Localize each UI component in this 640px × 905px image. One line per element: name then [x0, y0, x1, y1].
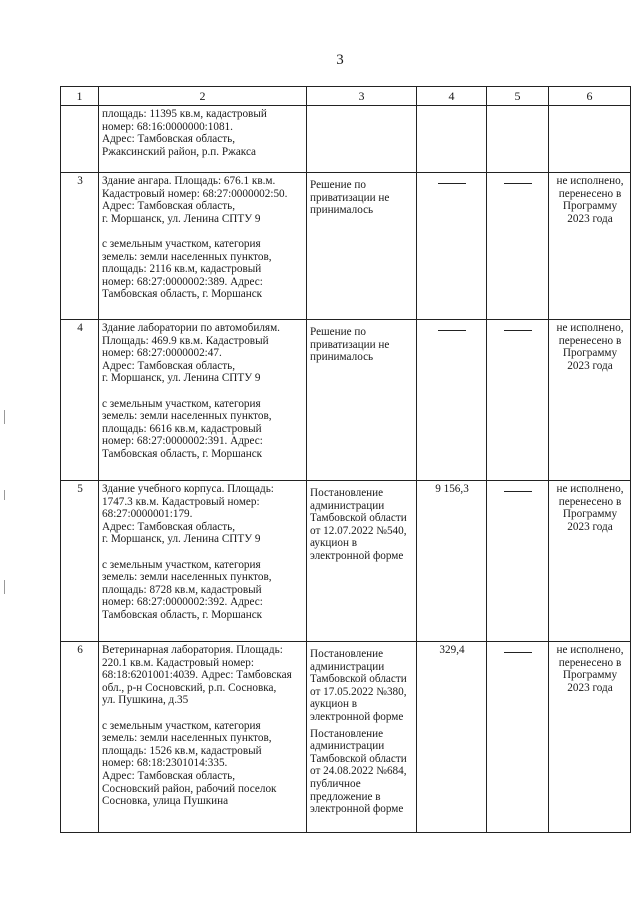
scan-mark [4, 410, 5, 424]
col5-cell [487, 320, 549, 481]
dash-mark [504, 652, 532, 653]
amount-cell [417, 320, 487, 481]
amount-cell [417, 173, 487, 320]
object-description: Здание учебного корпуса. Площадь: 1747.3 кв.м. Кадастровый номер: 68:27:0000001:179. Адрес: Тамбовская область, г. Моршанск, ул. Ленина СПТУ 9 с земельным участком, категория земель: земли населенных пунктов, площадь: 8728 кв.м, кадастровый номер: 68:27:0000002:392. Адрес: Тамбовская область, г. Моршанск [99, 481, 307, 642]
dash-mark [504, 491, 532, 492]
header-col-1: 1 [61, 87, 99, 106]
decision-cell: Решение по приватизации не принималось [307, 320, 417, 481]
dash-mark [504, 183, 532, 184]
continuation-row [61, 106, 631, 173]
status-cell: не исполнено, перенесено в Программу 2023 года [549, 642, 631, 833]
amount-cell: 329,4 [417, 642, 487, 833]
dash-mark [438, 330, 466, 331]
header-col-2: 2 [99, 87, 307, 106]
row-number: 4 [61, 320, 99, 481]
register-table [60, 86, 631, 833]
row-number: 6 [61, 642, 99, 833]
object-description: Ветеринарная лаборатория. Площадь: 220.1 кв.м. Кадастровый номер: 68:18:6201001:4039. Адрес: Тамбовская обл., р-н Сосновский, р.п. Сосновка, ул. Пушкина, д.35 с земельным участком, категория земель: земли населенных пунктов, площадь: 1526 кв.м, кадастровый номер: 68:18:2301014:335. Адрес: Тамбовская область, Сосновский район, рабочий поселок Сосновка, улица Пушкина [99, 642, 307, 833]
scan-mark [4, 490, 5, 500]
decision-cell: Постановление администрации Тамбовской области от 17.05.2022 №380, аукцион в электронной форме Постановление администрации Тамбовской области от 24.08.2022 №684, публичное предложение в электронной форме [307, 642, 417, 833]
header-col-3: 3 [307, 87, 417, 106]
header-col-4: 4 [417, 87, 487, 106]
scan-mark [4, 580, 5, 594]
col5-cell [487, 173, 549, 320]
table-row [61, 320, 631, 481]
row-number: 3 [61, 173, 99, 320]
col5-cell [487, 481, 549, 642]
col5-cell [487, 642, 549, 833]
status-cell: не исполнено, перенесено в Программу 2023 года [549, 320, 631, 481]
dash-mark [438, 183, 466, 184]
page-number: 3 [336, 52, 344, 68]
row-number: 5 [61, 481, 99, 642]
object-description: Здание лаборатории по автомобилям. Площадь: 469.9 кв.м. Кадастровый номер: 68:27:0000002:47. Адрес: Тамбовская область, г. Моршанск, ул. Ленина СПТУ 9 с земельным участком, категория земель: земли населенных пунктов, площадь: 6616 кв.м, кадастровый номер: 68:27:0000002:391. Адрес: Тамбовская область, г. Моршанск [99, 320, 307, 481]
table-row [61, 173, 631, 320]
status-cell: не исполнено, перенесено в Программу 2023 года [549, 481, 631, 642]
table-row [61, 481, 631, 642]
decision-cell: Решение по приватизации не принималось [307, 173, 417, 320]
header-col-6: 6 [549, 87, 631, 106]
continuation-description: площадь: 11395 кв.м, кадастровый номер: 68:16:0000000:1081. Адрес: Тамбовская область, Ржаксинский район, р.п. Ржакса [99, 106, 307, 173]
status-cell: не исполнено, перенесено в Программу 2023 года [549, 173, 631, 320]
table-row [61, 642, 631, 833]
amount-cell: 9 156,3 [417, 481, 487, 642]
object-description: Здание ангара. Площадь: 676.1 кв.м. Кадастровый номер: 68:27:0000002:50. Адрес: Тамбовская область, г. Моршанск, ул. Ленина СПТУ 9 с земельным участком, категория земель: земли населенных пунктов, площадь: 2116 кв.м, кадастровый номер: 68:27:0000002:389. Адрес: Тамбовская область, г. Моршанск [99, 173, 307, 320]
decision-cell: Постановление администрации Тамбовской области от 12.07.2022 №540, аукцион в электронной форме [307, 481, 417, 642]
header-col-5: 5 [487, 87, 549, 106]
header-row [61, 87, 631, 106]
dash-mark [504, 330, 532, 331]
